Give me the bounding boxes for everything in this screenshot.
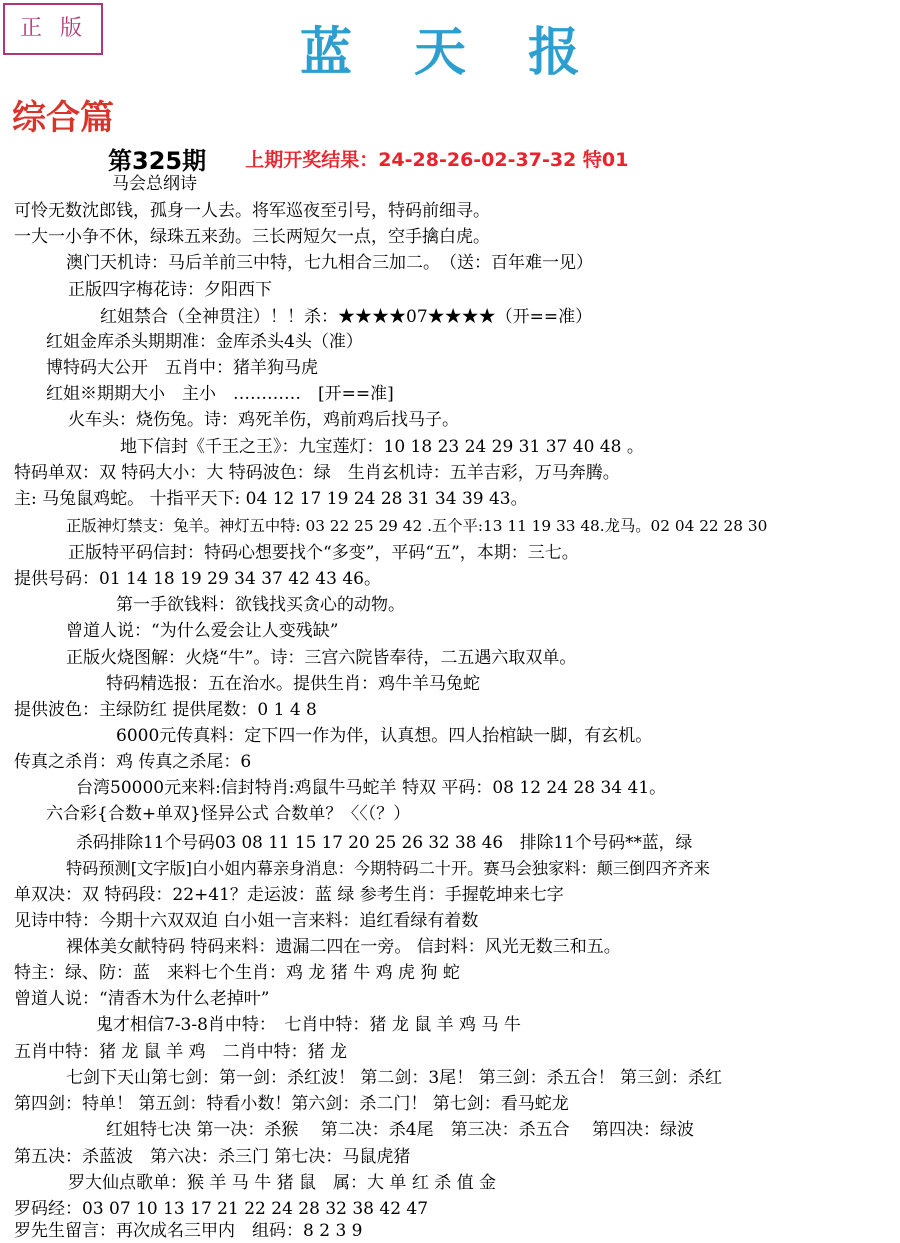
text-line: 特码精选报：五在治水。提供生肖：鸡牛羊马兔蛇 bbox=[106, 674, 480, 694]
text-line: 鬼才相信7-3-8肖中特： 七肖中特：猪 龙 鼠 羊 鸡 马 牛 bbox=[96, 1015, 521, 1035]
text-line: 传真之杀肖：鸡 传真之杀尾：6 bbox=[14, 752, 252, 772]
text-line: 罗先生留言：再次成名三甲内 组码：8 2 3 9 bbox=[14, 1221, 363, 1241]
issue-row bbox=[108, 141, 628, 173]
issue-number: 第325期 bbox=[108, 147, 207, 175]
text-line: 特码预测[文字版]白小姐内幕亲身消息：今期特码二十开。赛马会独家料：颠三倒四齐齐来 bbox=[66, 859, 710, 878]
text-line: 可怜无数沈郎钱，孤身一人去。将军巡夜至引号，特码前细寻。 bbox=[14, 201, 490, 221]
text-line: 正版火烧图解：火烧“牛”。诗：三宫六院皆奉待，二五遇六取双单。 bbox=[66, 648, 577, 668]
authentic-badge: 正版 bbox=[3, 3, 103, 55]
text-line: 第四剑：特单！ 第五剑：特看小数！第六剑：杀二门！ 第七剑：看马蛇龙 bbox=[14, 1094, 569, 1114]
text-line: 曾道人说：“为什么爱会让人变残缺” bbox=[66, 621, 339, 641]
text-line: 博特码大公开 五肖中：猪羊狗马虎 bbox=[46, 358, 318, 378]
text-line: 6000元传真料：定下四一作为伴，认真想。四人抬棺缺一脚，有玄机。 bbox=[116, 726, 653, 746]
text-line: 五肖中特：猪 龙 鼠 羊 鸡 二肖中特：猪 龙 bbox=[14, 1042, 348, 1062]
text-line: 第五决：杀蓝波 第六决：杀三门 第七决：马鼠虎猪 bbox=[14, 1147, 411, 1167]
text-line: 马会总纲诗 bbox=[112, 174, 197, 194]
text-line: 第一手欲钱料：欲钱找买贪心的动物。 bbox=[116, 595, 405, 615]
section-title: 综合篇 bbox=[12, 98, 114, 138]
text-line: 正版神灯禁支：兔羊。神灯五中特: 03 22 25 29 42 .五个平:13 11 19 33 48.龙马。02 04 22 28 30 bbox=[66, 517, 768, 535]
text-line: 一大一小争不休，绿珠五来劲。三长两短欠一点，空手擒白虎。 bbox=[14, 227, 490, 247]
text-line: 六合彩{合数+单双}怪异公式 合数单？〈〈（？） bbox=[46, 804, 411, 824]
text-line: 单双决：双 特码段：22+41？走运波：蓝 绿 参考生肖：手握乾坤来七字 bbox=[14, 885, 564, 905]
text-line: 火车头：烧伤兔。诗：鸡死羊伤，鸡前鸡后找马子。 bbox=[68, 410, 459, 430]
text-line: 主: 马兔鼠鸡蛇。 十指平天下: 04 12 17 19 24 28 31 34 39 43。 bbox=[14, 489, 528, 509]
text-line: 台湾50000元来料:信封特肖:鸡鼠牛马蛇羊 特双 平码：08 12 24 28 34 41。 bbox=[76, 778, 667, 798]
text-line: 裸体美女献特码 特码来料：遗漏二四在一旁。 信封料：风光无数三和五。 bbox=[66, 937, 621, 957]
text-line: 杀码排除11个号码03 08 11 15 17 20 25 26 32 38 46 排除11个号码**蓝，绿 bbox=[76, 832, 693, 852]
text-line: 见诗中特：今期十六双双迫 白小姐一言来料：追红看绿有着数 bbox=[14, 911, 479, 931]
text-line: 正版四字梅花诗：夕阳西下 bbox=[68, 280, 272, 300]
text-line: 曾道人说：“清香木为什么老掉叶” bbox=[14, 989, 270, 1009]
masthead-title: 蓝天报 bbox=[300, 23, 643, 83]
text-line: 提供波色：主绿防红 提供尾数：0 1 4 8 bbox=[14, 700, 317, 720]
text-line: 红姐禁合（全神贯注）！！杀：★★★★07★★★★（开==准） bbox=[100, 307, 593, 327]
text-line: 提供号码：01 14 18 19 29 34 37 42 43 46。 bbox=[14, 569, 381, 589]
text-line: 正版特平码信封：特码心想要找个“多变”，平码“五”，本期：三七。 bbox=[68, 543, 579, 563]
text-line: 罗大仙点歌单：猴 羊 马 牛 猪 鼠 属：大 单 红 杀 值 金 bbox=[68, 1173, 497, 1193]
text-line: 红姐※期期大小 主小 ………… [开==准] bbox=[46, 384, 394, 404]
text-line: 罗码经：03 07 10 13 17 21 22 24 28 32 38 42 47 bbox=[14, 1199, 429, 1219]
text-line: 特主：绿、防：蓝 来料七个生肖：鸡 龙 猪 牛 鸡 虎 狗 蛇 bbox=[14, 963, 460, 983]
text-line: 七剑下天山第七剑：第一剑：杀红波！ 第二剑：3尾！ 第三剑：杀五合！ 第三剑：杀红 bbox=[66, 1068, 723, 1088]
text-line: 地下信封《千王之王》：九宝莲灯：10 18 23 24 29 31 37 40 48 。 bbox=[120, 437, 644, 457]
text-line: 红姐金库杀头期期准：金库杀头4头（准） bbox=[46, 332, 363, 352]
text-line: 红姐特七决 第一决：杀猴 第二决：杀4尾 第三决：杀五合 第四决：绿波 bbox=[106, 1120, 695, 1140]
text-line: 澳门天机诗：马后羊前三中特，七九相合三加二。 （送：百年难一见） bbox=[66, 253, 593, 273]
previous-result: 上期开奖结果：24-28-26-02-37-32 特01 bbox=[245, 149, 629, 171]
text-line: 特码单双：双 特码大小：大 特码波色：绿 生肖玄机诗：五羊吉彩，万马奔腾。 bbox=[14, 463, 620, 483]
